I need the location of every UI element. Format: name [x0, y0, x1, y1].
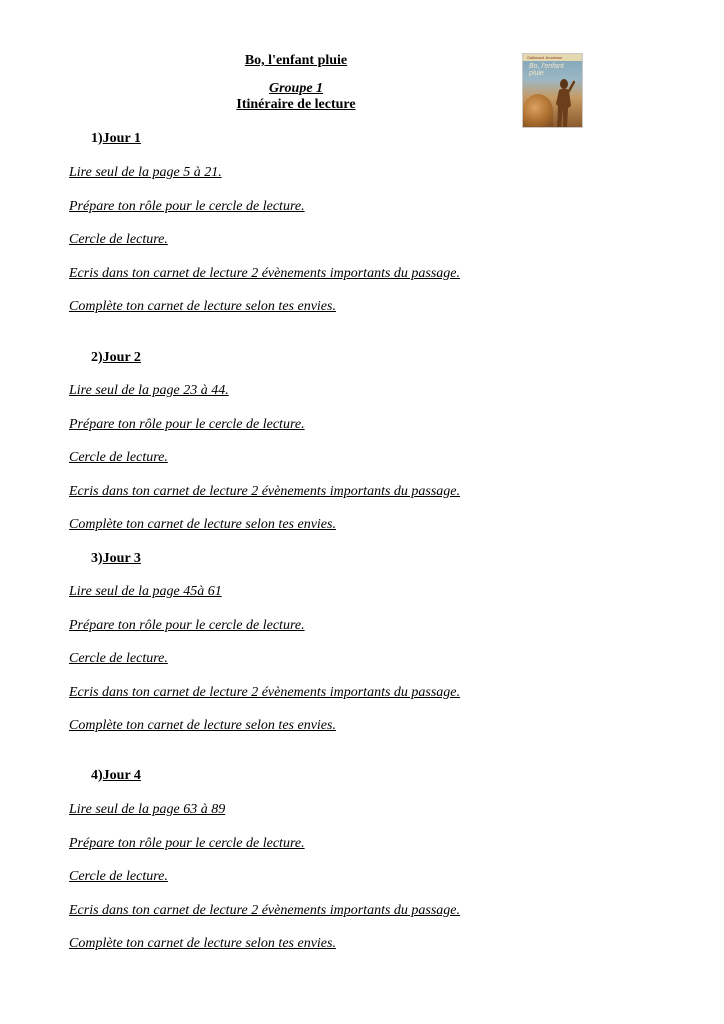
day-label: Jour 2: [102, 350, 141, 365]
task-write-events: Ecris dans ton carnet de lecture 2 évènements importants du passage.: [69, 685, 461, 700]
task-complete-notebook: Complète ton carnet de lecture selon tes envies.: [69, 718, 336, 733]
day-heading-3: [91, 551, 141, 567]
page-subtitle: Itinéraire de lecture: [236, 97, 356, 112]
task-reading-circle: Cercle de lecture.: [69, 232, 168, 247]
page-title: Bo, l'enfant pluie: [244, 53, 348, 68]
day-number: 2): [91, 350, 103, 365]
day-label: Jour 1: [102, 131, 141, 146]
cover-figure-illustration: [551, 78, 575, 128]
task-prepare-role: Prépare ton rôle pour le cercle de lecture.: [69, 836, 305, 851]
task-prepare-role: Prépare ton rôle pour le cercle de lecture.: [69, 417, 305, 432]
group-title: Groupe 1: [268, 81, 324, 96]
day-number: 4): [91, 768, 103, 783]
task-prepare-role: Prépare ton rôle pour le cercle de lecture.: [69, 618, 305, 633]
task-reading-circle: Cercle de lecture.: [69, 651, 168, 666]
cover-illustration: [523, 94, 553, 128]
cover-publisher: Gallimard Jeunesse: [527, 55, 563, 60]
day-heading-1: [91, 131, 141, 147]
task-complete-notebook: Complète ton carnet de lecture selon tes envies.: [69, 936, 336, 951]
day-number: 3): [91, 551, 103, 566]
task-prepare-role: Prépare ton rôle pour le cercle de lecture.: [69, 199, 305, 214]
task-reading-circle: Cercle de lecture.: [69, 869, 168, 884]
task-read: Lire seul de la page 23 à 44.: [69, 383, 229, 398]
task-reading-circle: Cercle de lecture.: [69, 450, 168, 465]
task-read: Lire seul de la page 45à 61: [69, 584, 222, 599]
day-label: Jour 4: [102, 768, 141, 783]
task-write-events: Ecris dans ton carnet de lecture 2 évènements importants du passage.: [69, 484, 461, 499]
task-complete-notebook: Complète ton carnet de lecture selon tes envies.: [69, 517, 336, 532]
task-read: Lire seul de la page 63 à 89: [69, 802, 226, 817]
day-number: 1): [91, 131, 103, 146]
book-cover-image: [522, 53, 583, 128]
task-read: Lire seul de la page 5 à 21.: [69, 165, 222, 180]
day-heading-2: [91, 350, 141, 366]
day-label: Jour 3: [102, 551, 141, 566]
day-heading-4: [91, 768, 141, 784]
task-write-events: Ecris dans ton carnet de lecture 2 évènements importants du passage.: [69, 903, 461, 918]
task-write-events: Ecris dans ton carnet de lecture 2 évènements importants du passage.: [69, 266, 461, 281]
cover-title: Bo, l'enfant pluie: [529, 63, 564, 77]
task-complete-notebook: Complète ton carnet de lecture selon tes envies.: [69, 299, 336, 314]
